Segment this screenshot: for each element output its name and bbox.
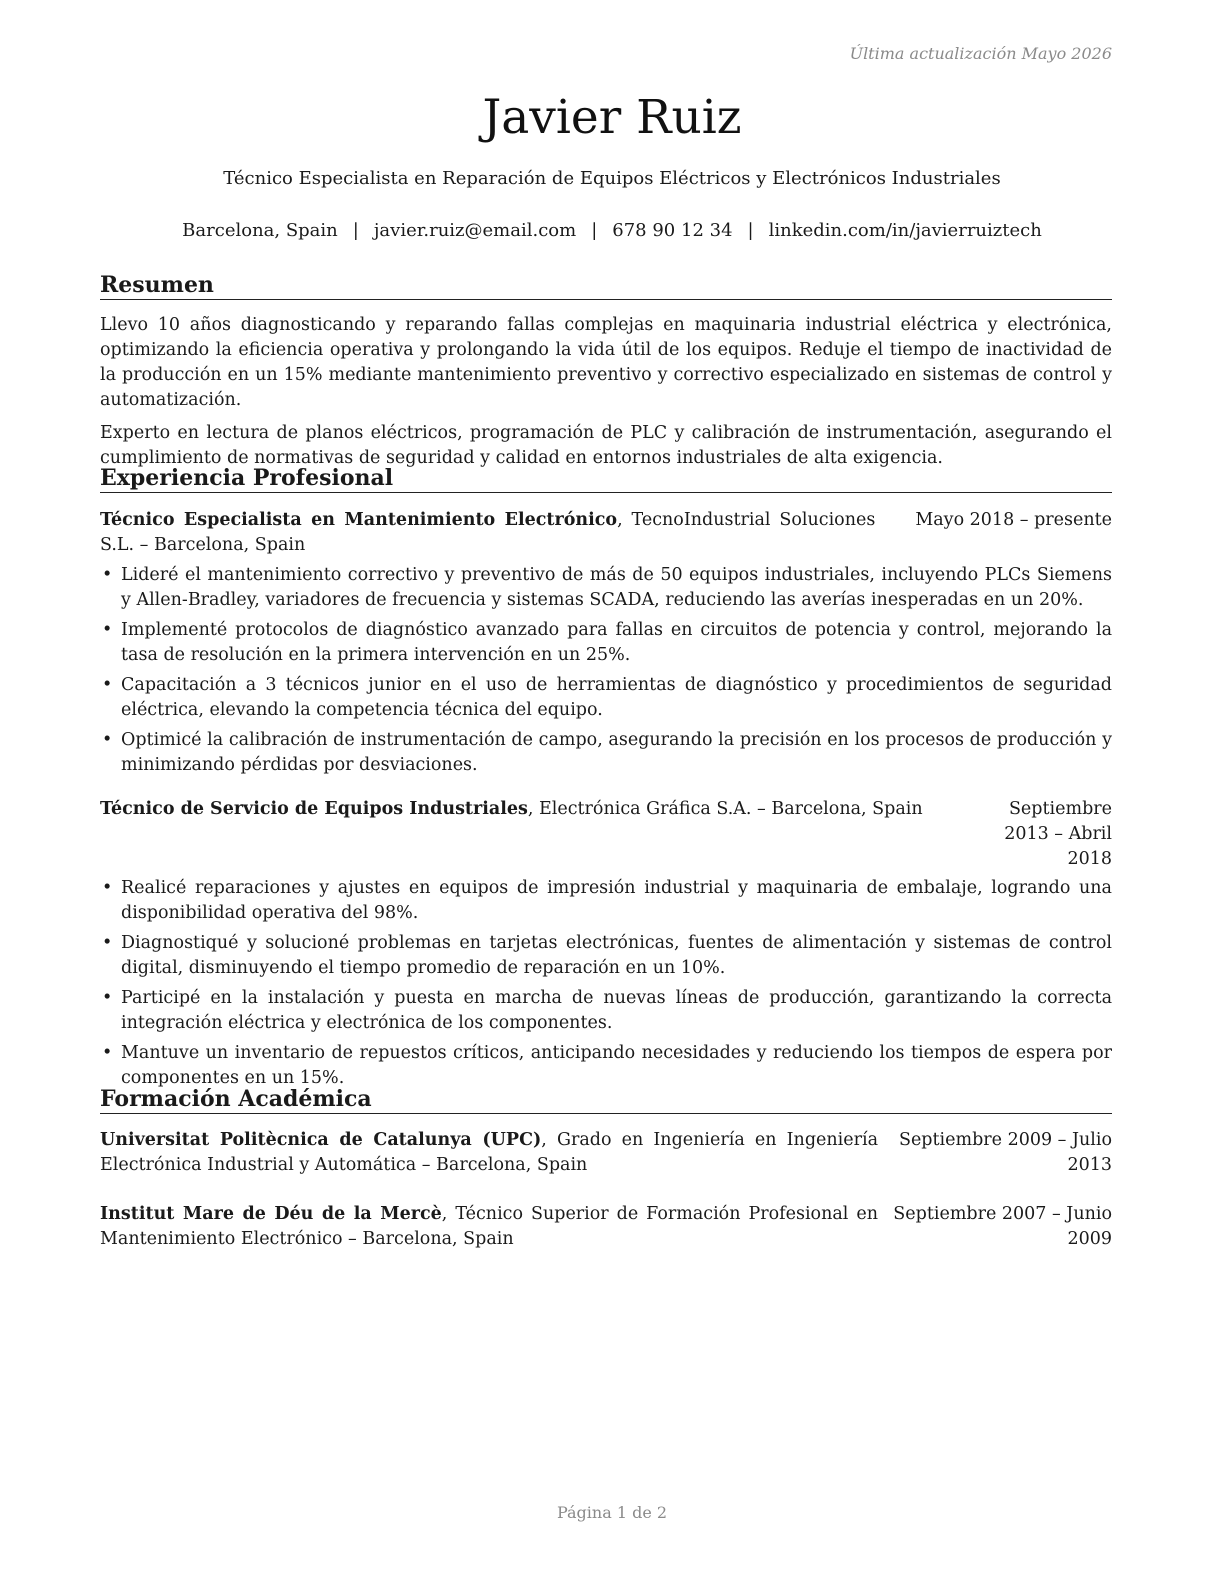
section-heading-experience: Experiencia Profesional (100, 464, 1112, 493)
job-role: Técnico de Servicio de Equipos Industriales (100, 799, 528, 819)
job-org: , TecnoIndustrial Soluciones S.L. – Barcelona, Spain (100, 510, 876, 555)
list-item: • Implementé protocolos de diagnóstico avanzado para fallas en circuitos de potencia y control, mejorando la tasa de resolución en la primera intervención en un 25%. (100, 618, 1112, 668)
section-heading-summary: Resumen (100, 271, 1112, 300)
job-org: , Electrónica Gráfica S.A. – Barcelona, Spain (527, 799, 923, 819)
education-detail: , Grado en Ingeniería en Ingeniería Electrónica Industrial y Automática – Barcelona, Spain (100, 1130, 879, 1175)
education-school: Universitat Politècnica de Catalunya (UPC) (100, 1130, 542, 1150)
list-item: • Diagnostiqué y solucioné problemas en tarjetas electrónicas, fuentes de alimentación y sistemas de control digital, disminuyendo el tiempo promedio de reparación en un 10%. (100, 931, 1112, 981)
page-number: Página 1 de 2 (556, 1503, 668, 1522)
education-detail: , Técnico Superior de Formación Profesional en Mantenimiento Electrónico – Barcelona, Spain (100, 1204, 878, 1249)
education-line (100, 1202, 878, 1252)
list-item: • Lideré el mantenimiento correctivo y preventivo de más de 50 equipos industriales, incluyendo PLCs Siemens y Allen-Bradley, variadores de frecuencia y sistemas SCADA, reduciendo las averías inesperadas en un 20%. (100, 563, 1112, 613)
list-item: • Mantuve un inventario de repuestos críticos, anticipando necesidades y reduciendo los tiempos de espera por componentes en un 15%. (100, 1041, 1112, 1091)
contact-separator: | (747, 220, 754, 241)
candidate-name: Javier Ruiz (482, 90, 742, 145)
contact-linkedin[interactable]: linkedin.com/in/javierruiztech (768, 220, 1042, 241)
contact-separator: | (352, 220, 359, 241)
job-title-line (100, 508, 875, 558)
experience-section (100, 464, 1112, 1096)
job-header (100, 508, 1112, 558)
job-dates: Mayo 2018 – presente (915, 510, 1112, 530)
education-dates: Septiembre 2007 – Junio 2009 (893, 1204, 1112, 1249)
education-entry (100, 1202, 1112, 1252)
education-header (100, 1202, 1112, 1252)
list-item: • Optimicé la calibración de instrumentación de campo, asegurando la precisión en los procesos de producción y minimizando pérdidas por desviaciones. (100, 728, 1112, 778)
contact-phone: 678 90 12 34 (612, 220, 733, 241)
summary-paragraph: Experto en lectura de planos eléctricos, programación de PLC y calibración de instrumentación, asegurando el cumplimiento de normativas de seguridad y calidad en entornos industriales de alta exigencia. (100, 423, 1112, 468)
summary-section (100, 271, 1112, 471)
job-title-line (100, 797, 977, 822)
contact-separator: | (591, 220, 598, 241)
education-school: Institut Mare de Déu de la Mercè (100, 1204, 442, 1224)
education-line (100, 1128, 878, 1178)
candidate-title: Técnico Especialista en Reparación de Equipos Eléctricos y Electrónicos Industriales (223, 168, 1001, 189)
education-header (100, 1128, 1112, 1178)
education-section (100, 1085, 1112, 1252)
job-bullets (100, 876, 1112, 1091)
job-entry (100, 508, 1112, 778)
contact-location: Barcelona, Spain (182, 220, 338, 241)
job-role: Técnico Especialista en Mantenimiento Electrónico (100, 510, 618, 530)
contact-email[interactable]: javier.ruiz@email.com (373, 220, 577, 241)
job-header (100, 797, 1112, 872)
summary-paragraph: Llevo 10 años diagnosticando y reparando fallas complejas en maquinaria industrial eléctrica y electrónica, optimizando la eficiencia operativa y prolongando la vida útil de los equipos. Reduje el tiempo de inactividad de la producción en un 15% mediante mantenimiento preventivo y correctivo especializado en sistemas de control y automatización. (100, 315, 1112, 410)
contact-line (0, 219, 1224, 243)
section-heading-education: Formación Académica (100, 1085, 1112, 1114)
job-dates: Septiembre 2013 – Abril 2018 (1004, 799, 1112, 869)
list-item: • Realicé reparaciones y ajustes en equipos de impresión industrial y maquinaria de embalaje, logrando una disponibilidad operativa del 98%. (100, 876, 1112, 926)
job-entry (100, 797, 1112, 1091)
last-updated-note: Última actualización Mayo 2026 (849, 44, 1112, 63)
education-entry (100, 1128, 1112, 1178)
job-bullets (100, 563, 1112, 778)
list-item: • Capacitación a 3 técnicos junior en el uso de herramientas de diagnóstico y procedimientos de seguridad eléctrica, elevando la competencia técnica del equipo. (100, 673, 1112, 723)
education-dates: Septiembre 2009 – Julio 2013 (898, 1130, 1112, 1175)
list-item: • Participé en la instalación y puesta en marcha de nuevas líneas de producción, garantizando la correcta integración eléctrica y electrónica de los componentes. (100, 986, 1112, 1036)
